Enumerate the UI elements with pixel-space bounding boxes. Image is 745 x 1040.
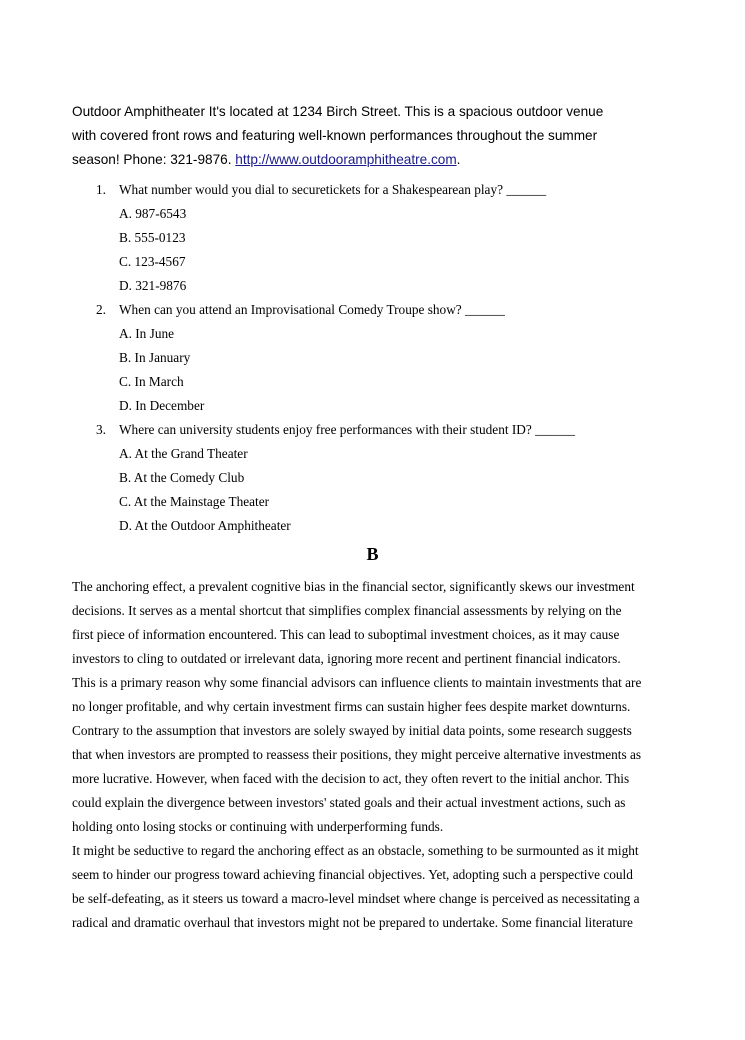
intro-line-end: .	[456, 152, 461, 167]
question-number: 3.	[96, 422, 106, 437]
answer-option: B. At the Comedy Club	[119, 470, 245, 485]
intro-line: Outdoor Amphitheater It's located at 1234 Birch Street. This is a spacious outdoor venue	[72, 104, 604, 119]
question-1	[96, 178, 575, 298]
passage-line: could explain the divergence between investors' stated goals and their actual investment actions, such as	[72, 795, 626, 810]
intro-line-text: season! Phone: 321-9876.	[72, 152, 236, 167]
passage-line: first piece of information encountered. This can lead to suboptimal investment choices, as it may cause	[72, 627, 620, 642]
section-heading: B	[366, 544, 379, 564]
passage-line: radical and dramatic overhaul that investors might not be prepared to undertake. Some financial literature	[72, 915, 633, 930]
answer-option: D. At the Outdoor Amphitheater	[119, 518, 291, 533]
passage-line: seem to hinder our progress toward achieving financial objectives. Yet, adopting such a perspective could	[72, 867, 633, 882]
intro-line	[72, 148, 603, 172]
passage-line: be self-defeating, as it steers us toward a macro-level mindset where change is perceived as necessitating a	[72, 891, 640, 906]
passage-line: more lucrative. However, when faced with the decision to act, they often revert to the initial anchor. This	[72, 771, 630, 786]
answer-option: C. At the Mainstage Theater	[119, 494, 270, 509]
question-list	[96, 178, 575, 538]
answer-option: D. 321-9876	[119, 278, 187, 293]
question-text: What number would you dial to securetickets for a Shakespearean play? ______	[119, 182, 547, 197]
answer-option: A. At the Grand Theater	[119, 446, 248, 461]
answer-option: D. In December	[119, 398, 205, 413]
question-3	[96, 418, 575, 538]
answer-option: B. In January	[119, 350, 191, 365]
answer-option: B. 555-0123	[119, 230, 186, 245]
answer-option: A. 987-6543	[119, 206, 187, 221]
answer-option: C. In March	[119, 374, 184, 389]
passage-line: investors to cling to outdated or irrelevant data, ignoring more recent and pertinent financial indicators.	[72, 651, 621, 666]
passage-line: Contrary to the assumption that investors are solely swayed by initial data points, some research suggests	[72, 723, 632, 738]
passage-line: that when investors are prompted to reassess their positions, they might perceive alternative investments as	[72, 747, 642, 762]
passage-line: This is a primary reason why some financial advisors can influence clients to maintain investments that are	[72, 675, 642, 690]
question-text: Where can university students enjoy free performances with their student ID? ______	[119, 422, 576, 437]
question-number: 2.	[96, 302, 106, 317]
venue-website-link[interactable]: http://www.outdooramphitheatre.com	[235, 152, 457, 167]
answer-option: A. In June	[119, 326, 175, 341]
passage-line: It might be seductive to regard the anchoring effect as an obstacle, something to be surmounted as it might	[72, 843, 639, 858]
intro-line: with covered front rows and featuring well-known performances throughout the summer	[72, 128, 598, 143]
passage	[72, 575, 641, 935]
passage-line: no longer profitable, and why certain investment firms can sustain higher fees despite market downturns.	[72, 699, 631, 714]
answer-option: C. 123-4567	[119, 254, 186, 269]
question-2	[96, 298, 575, 418]
passage-line: holding onto losing stocks or continuing with underperforming funds.	[72, 819, 444, 834]
passage-line: The anchoring effect, a prevalent cognitive bias in the financial sector, significantly skews our investment	[72, 579, 635, 594]
question-text: When can you attend an Improvisational Comedy Troupe show? ______	[119, 302, 505, 317]
passage-line: decisions. It serves as a mental shortcut that simplifies complex financial assessments by relying on the	[72, 603, 622, 618]
venue-description	[72, 100, 603, 172]
question-number: 1.	[96, 182, 106, 197]
